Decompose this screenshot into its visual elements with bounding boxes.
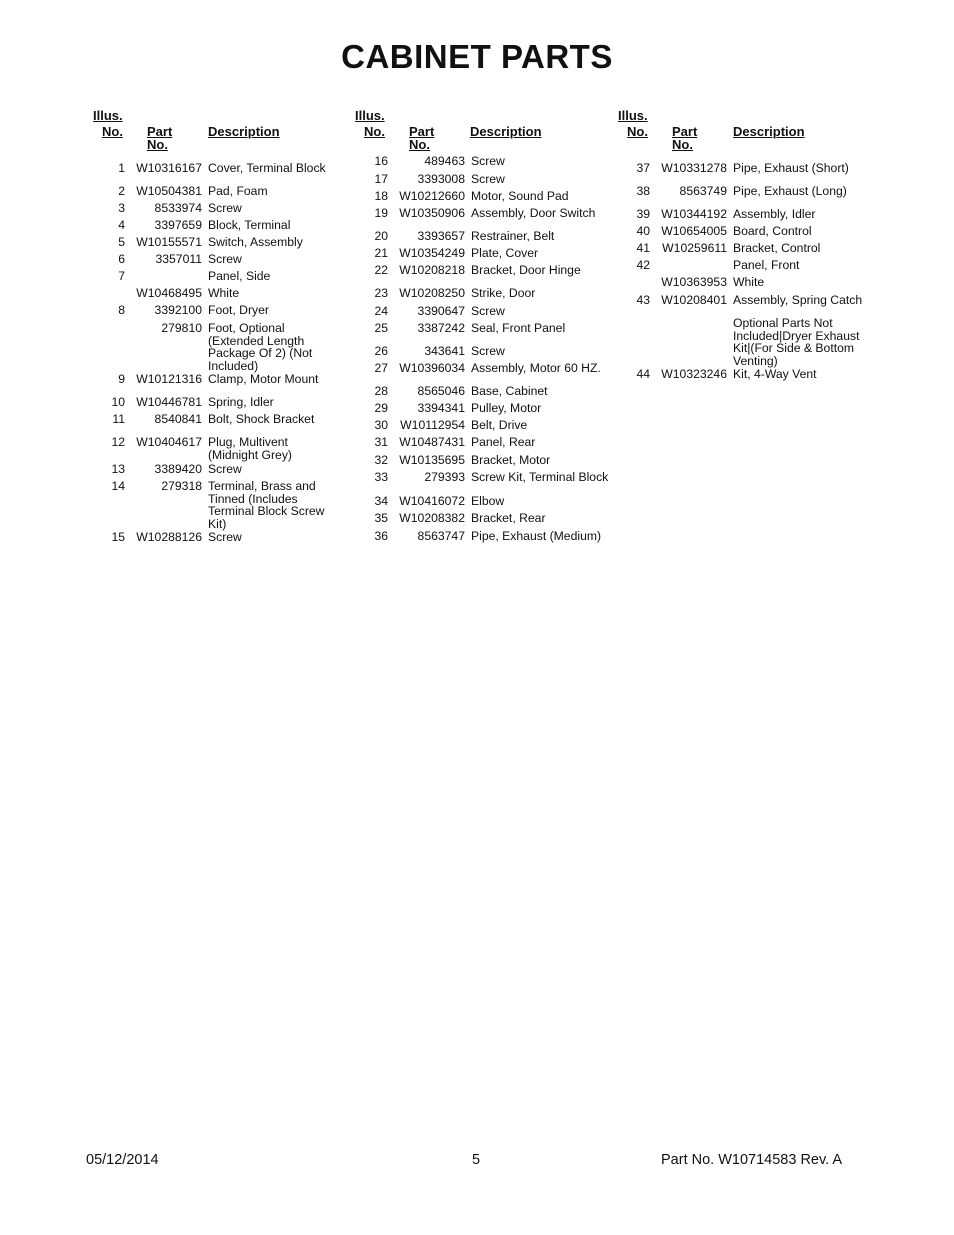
illus-number: 41 (636, 241, 650, 255)
illus-number: 19 (374, 206, 388, 220)
illus-number: 42 (636, 258, 650, 272)
part-number: 3357011 (155, 252, 202, 266)
illus-number: 24 (374, 304, 388, 318)
illus-number: 14 (111, 479, 125, 493)
part-number: 3393008 (417, 172, 465, 186)
part-number: 3393657 (417, 229, 465, 243)
part-description: Panel, Rear (471, 435, 536, 449)
part-description: Screw (471, 154, 505, 168)
part-description: Bracket, Motor (471, 453, 551, 467)
illus-number: 1 (118, 161, 125, 175)
part-number: W10654005 (661, 224, 727, 238)
part-number: W10446781 (136, 395, 202, 409)
illus-number: 4 (118, 218, 125, 232)
part-number: W10208250 (399, 286, 465, 300)
part-description: Screw (208, 530, 242, 544)
part-number: 8565046 (417, 384, 465, 398)
illus-number: 2 (118, 184, 125, 198)
part-description: Seal, Front Panel (471, 321, 566, 335)
part-number: W10344192 (661, 207, 727, 221)
illus-number: 43 (636, 293, 650, 307)
illus-number: 10 (111, 395, 125, 409)
part-number: 3389420 (154, 462, 202, 476)
illus-number: 17 (374, 172, 388, 186)
part-description: Spring, Idler (208, 395, 274, 409)
footer-part-number: Part No. W10714583 Rev. A (661, 1152, 843, 1168)
illus-number: 11 (112, 412, 125, 426)
header-description: Description (208, 124, 280, 139)
part-description: Plug, Multivent (Midnight Grey) (208, 435, 292, 462)
part-description: Bracket, Door Hinge (471, 263, 581, 277)
part-number: 489463 (424, 154, 465, 168)
part-number: W10316167 (136, 161, 202, 175)
illus-number: 35 (374, 511, 388, 525)
illus-number: 22 (374, 263, 388, 277)
part-description: Pad, Foam (208, 184, 268, 198)
header-description: Description (470, 124, 542, 139)
part-description: Switch, Assembly (208, 235, 303, 249)
part-description: Assembly, Motor 60 HZ. (471, 361, 601, 375)
footer-page-number: 5 (472, 1152, 481, 1168)
header-no: No. (627, 124, 648, 139)
part-number: W10416072 (399, 494, 465, 508)
illus-number: 31 (374, 435, 388, 449)
header-part-no: Part No. (409, 124, 435, 152)
part-number: 279810 (161, 321, 202, 335)
part-description: Assembly, Door Switch (471, 206, 596, 220)
part-number: W10259611 (662, 241, 727, 255)
illus-number: 12 (111, 435, 125, 449)
header-description: Description (733, 124, 805, 139)
part-number: W10155571 (136, 235, 202, 249)
part-description: Clamp, Motor Mount (208, 372, 319, 386)
header-no: No. (102, 124, 123, 139)
illus-number: 36 (374, 529, 388, 543)
part-description: Screw (471, 344, 505, 358)
illus-number: 37 (636, 161, 650, 175)
illus-number: 3 (118, 201, 125, 215)
part-description: Screw (208, 201, 242, 215)
part-description: Screw (471, 172, 505, 186)
illus-number: 32 (374, 453, 388, 467)
illus-number: 27 (374, 361, 388, 375)
illus-number: 7 (118, 269, 125, 283)
part-description: Bracket, Rear (471, 511, 546, 525)
illus-number: 29 (374, 401, 388, 415)
part-number: 8533974 (154, 201, 202, 215)
part-number: 3390647 (417, 304, 465, 318)
part-description: Board, Control (733, 224, 812, 238)
part-number: W10208382 (399, 511, 465, 525)
part-description: Pipe, Exhaust (Short) (733, 161, 849, 175)
part-number: 279318 (161, 479, 202, 493)
part-number: 3397659 (154, 218, 202, 232)
part-number: W10121316 (136, 372, 202, 386)
part-description: Terminal, Brass and Tinned (Includes Terminal Block Screw Kit) (208, 479, 325, 531)
illus-number: 30 (374, 418, 388, 432)
part-number: 3392100 (154, 303, 202, 317)
part-number: W10404617 (136, 435, 202, 449)
footer-date: 05/12/2014 (86, 1152, 159, 1168)
header-illus: Illus. (355, 108, 385, 123)
illus-number: 18 (374, 189, 388, 203)
part-number: W10135695 (399, 453, 465, 467)
illus-number: 16 (374, 154, 388, 168)
part-number: W10487431 (399, 435, 465, 449)
part-description: Belt, Drive (471, 418, 528, 432)
illus-number: 8 (118, 303, 125, 317)
part-number: W10350906 (399, 206, 465, 220)
part-number: W10331278 (661, 161, 727, 175)
part-description: Panel, Side (208, 269, 271, 283)
illus-number: 38 (636, 184, 650, 198)
part-number: W10288126 (136, 530, 202, 544)
illus-number: 25 (374, 321, 388, 335)
illus-number: 5 (118, 235, 125, 249)
part-number: W10112954 (400, 418, 465, 432)
part-description: Elbow (471, 494, 505, 508)
illus-number: 26 (374, 344, 388, 358)
part-description: Assembly, Spring Catch (733, 293, 863, 307)
part-description: White (208, 286, 240, 300)
page-title: CABINET PARTS (341, 38, 613, 75)
part-description: Restrainer, Belt (471, 229, 555, 243)
illus-number: 28 (374, 384, 388, 398)
part-number: W10396034 (399, 361, 465, 375)
part-number: W10504381 (136, 184, 202, 198)
part-description: Optional Parts Not Included|Dryer Exhaust Kit|(For Side & Bottom Venting) (733, 316, 860, 368)
illus-number: 40 (636, 224, 650, 238)
part-description: Kit, 4-Way Vent (733, 367, 817, 381)
part-description: Screw (208, 462, 242, 476)
part-number: 8563749 (679, 184, 727, 198)
part-number: 279393 (424, 470, 465, 484)
illus-number: 39 (636, 207, 650, 221)
part-description: White (733, 275, 765, 289)
part-description: Pulley, Motor (471, 401, 542, 415)
illus-number: 6 (118, 252, 125, 266)
illus-number: 34 (374, 494, 388, 508)
part-description: Screw Kit, Terminal Block (471, 470, 609, 484)
part-number: W10468495 (136, 286, 202, 300)
part-number: 3387242 (417, 321, 465, 335)
header-part-no: Part No. (672, 124, 698, 152)
part-description: Foot, Dryer (208, 303, 269, 317)
part-description: Plate, Cover (471, 246, 539, 260)
illus-number: 33 (374, 470, 388, 484)
part-number: 8563747 (417, 529, 465, 543)
part-number: W10212660 (399, 189, 465, 203)
part-description: Assembly, Idler (733, 207, 816, 221)
illus-number: 13 (111, 462, 125, 476)
header-no: No. (364, 124, 385, 139)
illus-number: 23 (374, 286, 388, 300)
part-description: Screw (471, 304, 505, 318)
part-number: W10363953 (661, 275, 727, 289)
part-number: 3394341 (417, 401, 465, 415)
part-number: 8540841 (154, 412, 202, 426)
part-description: Motor, Sound Pad (471, 189, 569, 203)
part-description: Bolt, Shock Bracket (208, 412, 315, 426)
part-description: Bracket, Control (733, 241, 821, 255)
part-description: Panel, Front (733, 258, 800, 272)
part-description: Foot, Optional (Extended Length Package Of 2) (Not Included) (208, 321, 313, 373)
part-number: W10208218 (399, 263, 465, 277)
part-number: W10354249 (399, 246, 465, 260)
part-description: Block, Terminal (208, 218, 291, 232)
part-description: Pipe, Exhaust (Long) (733, 184, 847, 198)
illus-number: 15 (111, 530, 125, 544)
illus-number: 9 (118, 372, 125, 386)
illus-number: 20 (374, 229, 388, 243)
part-number: 343641 (424, 344, 465, 358)
part-number: W10208401 (661, 293, 727, 307)
illus-number: 21 (374, 246, 388, 260)
header-illus: Illus. (618, 108, 648, 123)
part-description: Screw (208, 252, 242, 266)
header-part-no: Part No. (147, 124, 173, 152)
part-description: Cover, Terminal Block (208, 161, 326, 175)
part-number: W10323246 (661, 367, 727, 381)
illus-number: 44 (636, 367, 650, 381)
part-description: Pipe, Exhaust (Medium) (471, 529, 602, 543)
part-description: Strike, Door (471, 286, 536, 300)
header-illus: Illus. (93, 108, 123, 123)
part-description: Base, Cabinet (471, 384, 548, 398)
